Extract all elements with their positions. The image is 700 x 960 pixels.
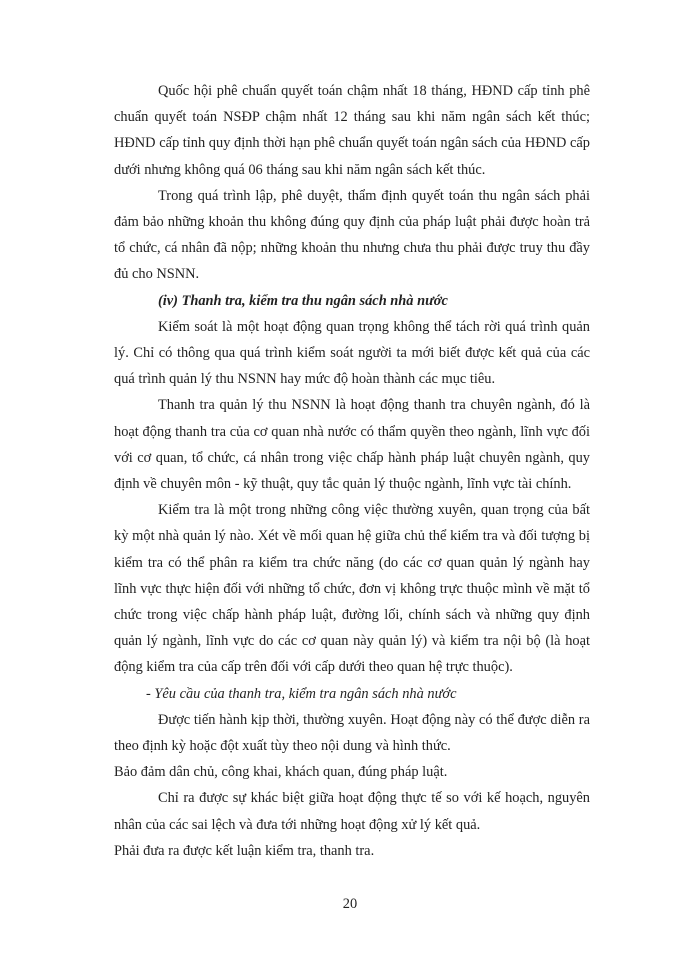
paragraph: Được tiến hành kịp thời, thường xuyên. Hoạt động này có thể được diễn ra theo định kỳ hoặc đột xuất tùy theo nội dung và hình thức. bbox=[114, 711, 590, 755]
document-body bbox=[114, 78, 590, 864]
paragraph: Phải đưa ra được kết luận kiểm tra, thanh tra. bbox=[114, 842, 375, 859]
paragraph: Bảo đảm dân chủ, công khai, khách quan, đúng pháp luật. bbox=[114, 764, 448, 781]
paragraph: Kiểm soát là một hoạt động quan trọng không thể tách rời quá trình quản lý. Chỉ có thông qua quá trình kiểm soát người ta mới biết được kết quả của các quá trình quản lý thu NSNN hay mức độ hoàn thành các mục tiêu. bbox=[114, 318, 590, 388]
paragraph: Trong quá trình lập, phê duyệt, thẩm định quyết toán thu ngân sách phải đảm bảo những khoản thu không đúng quy định của pháp luật phải được hoàn trả tổ chức, cá nhân đã nộp; những khoản thu nhưng chưa thu phải được truy thu đầy đủ cho NSNN. bbox=[114, 187, 590, 283]
subsection-heading: - Yêu cầu của thanh tra, kiểm tra ngân sách nhà nước bbox=[146, 685, 457, 702]
paragraph: Thanh tra quản lý thu NSNN là hoạt động thanh tra chuyên ngành, đó là hoạt động thanh tra của cơ quan nhà nước có thẩm quyền theo ngành, lĩnh vực đối với cơ quan, tổ chức, cá nhân trong việc chấp hành pháp luật chuyên ngành, quy định về chuyên môn - kỹ thuật, quy tắc quản lý thuộc ngành, lĩnh vực tài chính. bbox=[114, 397, 590, 493]
section-heading: (iv) Thanh tra, kiểm tra thu ngân sách nhà nước bbox=[158, 292, 448, 309]
paragraph: Kiểm tra là một trong những công việc thường xuyên, quan trọng của bất kỳ một nhà quản lý nào. Xét về mối quan hệ giữa chủ thể kiểm tra và đối tượng bị kiểm tra có thể phân ra kiểm tra chức năng (do các cơ quan quản lý ngành hay lĩnh vực thực hiện đối với những tổ chức, đơn vị không trực thuộc mình về mặt tổ chức trong việc chấp hành pháp luật, đường lối, chính sách và những quy định quản lý ngành, lĩnh vực do các cơ quan này quản lý) và kiểm tra nội bộ (là hoạt động kiểm tra của cấp trên đối với cấp dưới theo quan hệ trực thuộc). bbox=[114, 502, 590, 676]
page-number: 20 bbox=[342, 896, 358, 912]
paragraph: Chỉ ra được sự khác biệt giữa hoạt động thực tế so với kế hoạch, nguyên nhân của các sai lệch và đưa tới những hoạt động xử lý kết quả. bbox=[114, 790, 590, 833]
paragraph: Quốc hội phê chuẩn quyết toán chậm nhất 18 tháng, HĐND cấp tỉnh phê chuẩn quyết toán NSĐP chậm nhất 12 tháng sau khi năm ngân sách kết thúc; HĐND cấp tỉnh quy định thời hạn phê chuẩn quyết toán ngân sách của HĐND cấp dưới nhưng không quá 06 tháng sau khi năm ngân sách kết thúc. bbox=[114, 83, 590, 178]
